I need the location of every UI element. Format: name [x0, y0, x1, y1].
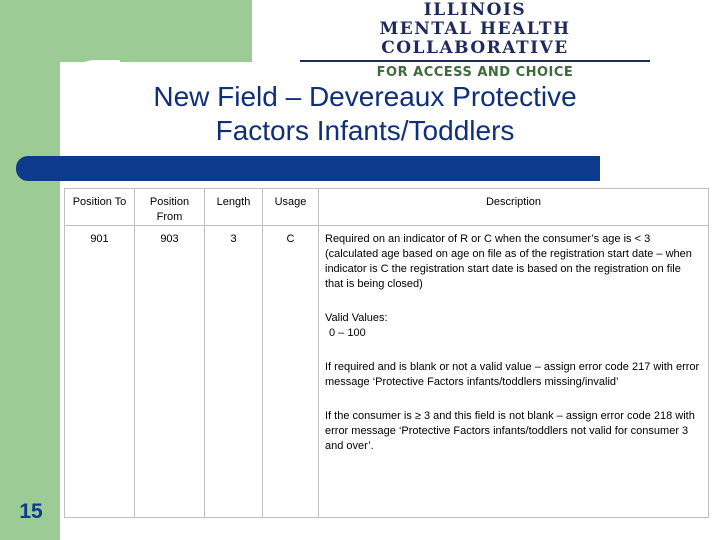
cell-position-to: 901: [65, 226, 135, 518]
cell-position-from: 903: [135, 226, 205, 518]
table-row: [65, 226, 709, 518]
header-position-to: Position To: [65, 189, 135, 226]
logo-line-1: ILLINOIS: [423, 0, 527, 20]
logo-tagline: FOR ACCESS AND CHOICE: [376, 65, 574, 80]
table-header-row: [65, 189, 709, 226]
cell-description: [319, 226, 709, 518]
title-underline-bar: [16, 156, 600, 181]
header-length: Length: [205, 189, 263, 226]
header-position-from: Position From: [135, 189, 205, 226]
description-error-218: If the consumer is ≥ 3 and this field is not blank – assign error code 218 with error message ‘Protective Factors infants/toddlers not valid for consumer 3 and over’.: [325, 410, 695, 452]
header-usage: Usage: [263, 189, 319, 226]
description-error-217: If required and is blank or not a valid value – assign error code 217 with error message ‘Protective Factors infants/toddlers missing/invalid’: [325, 361, 700, 388]
cell-length: 3: [205, 226, 263, 518]
left-sidebar-band: [0, 0, 60, 540]
cell-usage: C: [263, 226, 319, 518]
page-number: 15: [19, 500, 43, 523]
logo-divider: [300, 60, 650, 62]
logo-line-2: MENTAL HEALTH COLLABORATIVE: [379, 19, 571, 58]
field-spec-table: [64, 188, 709, 518]
valid-values-label: Valid Values:: [325, 312, 388, 324]
description-requirement: Required on an indicator of R or C when the consumer’s age is < 3 (calculated age based on age on file as of the registration start date – when indicator is C the registration start date is based on the registration on file that is being closed): [325, 233, 692, 290]
slide-title: [90, 80, 640, 148]
title-line-2: Factors Infants/Toddlers: [215, 115, 515, 146]
valid-values-range: 0 – 100: [329, 327, 366, 339]
title-line-1: New Field – Devereaux Protective: [153, 81, 577, 112]
logo: [300, 0, 650, 80]
top-left-band: [0, 0, 252, 62]
header-description: Description: [319, 189, 709, 226]
